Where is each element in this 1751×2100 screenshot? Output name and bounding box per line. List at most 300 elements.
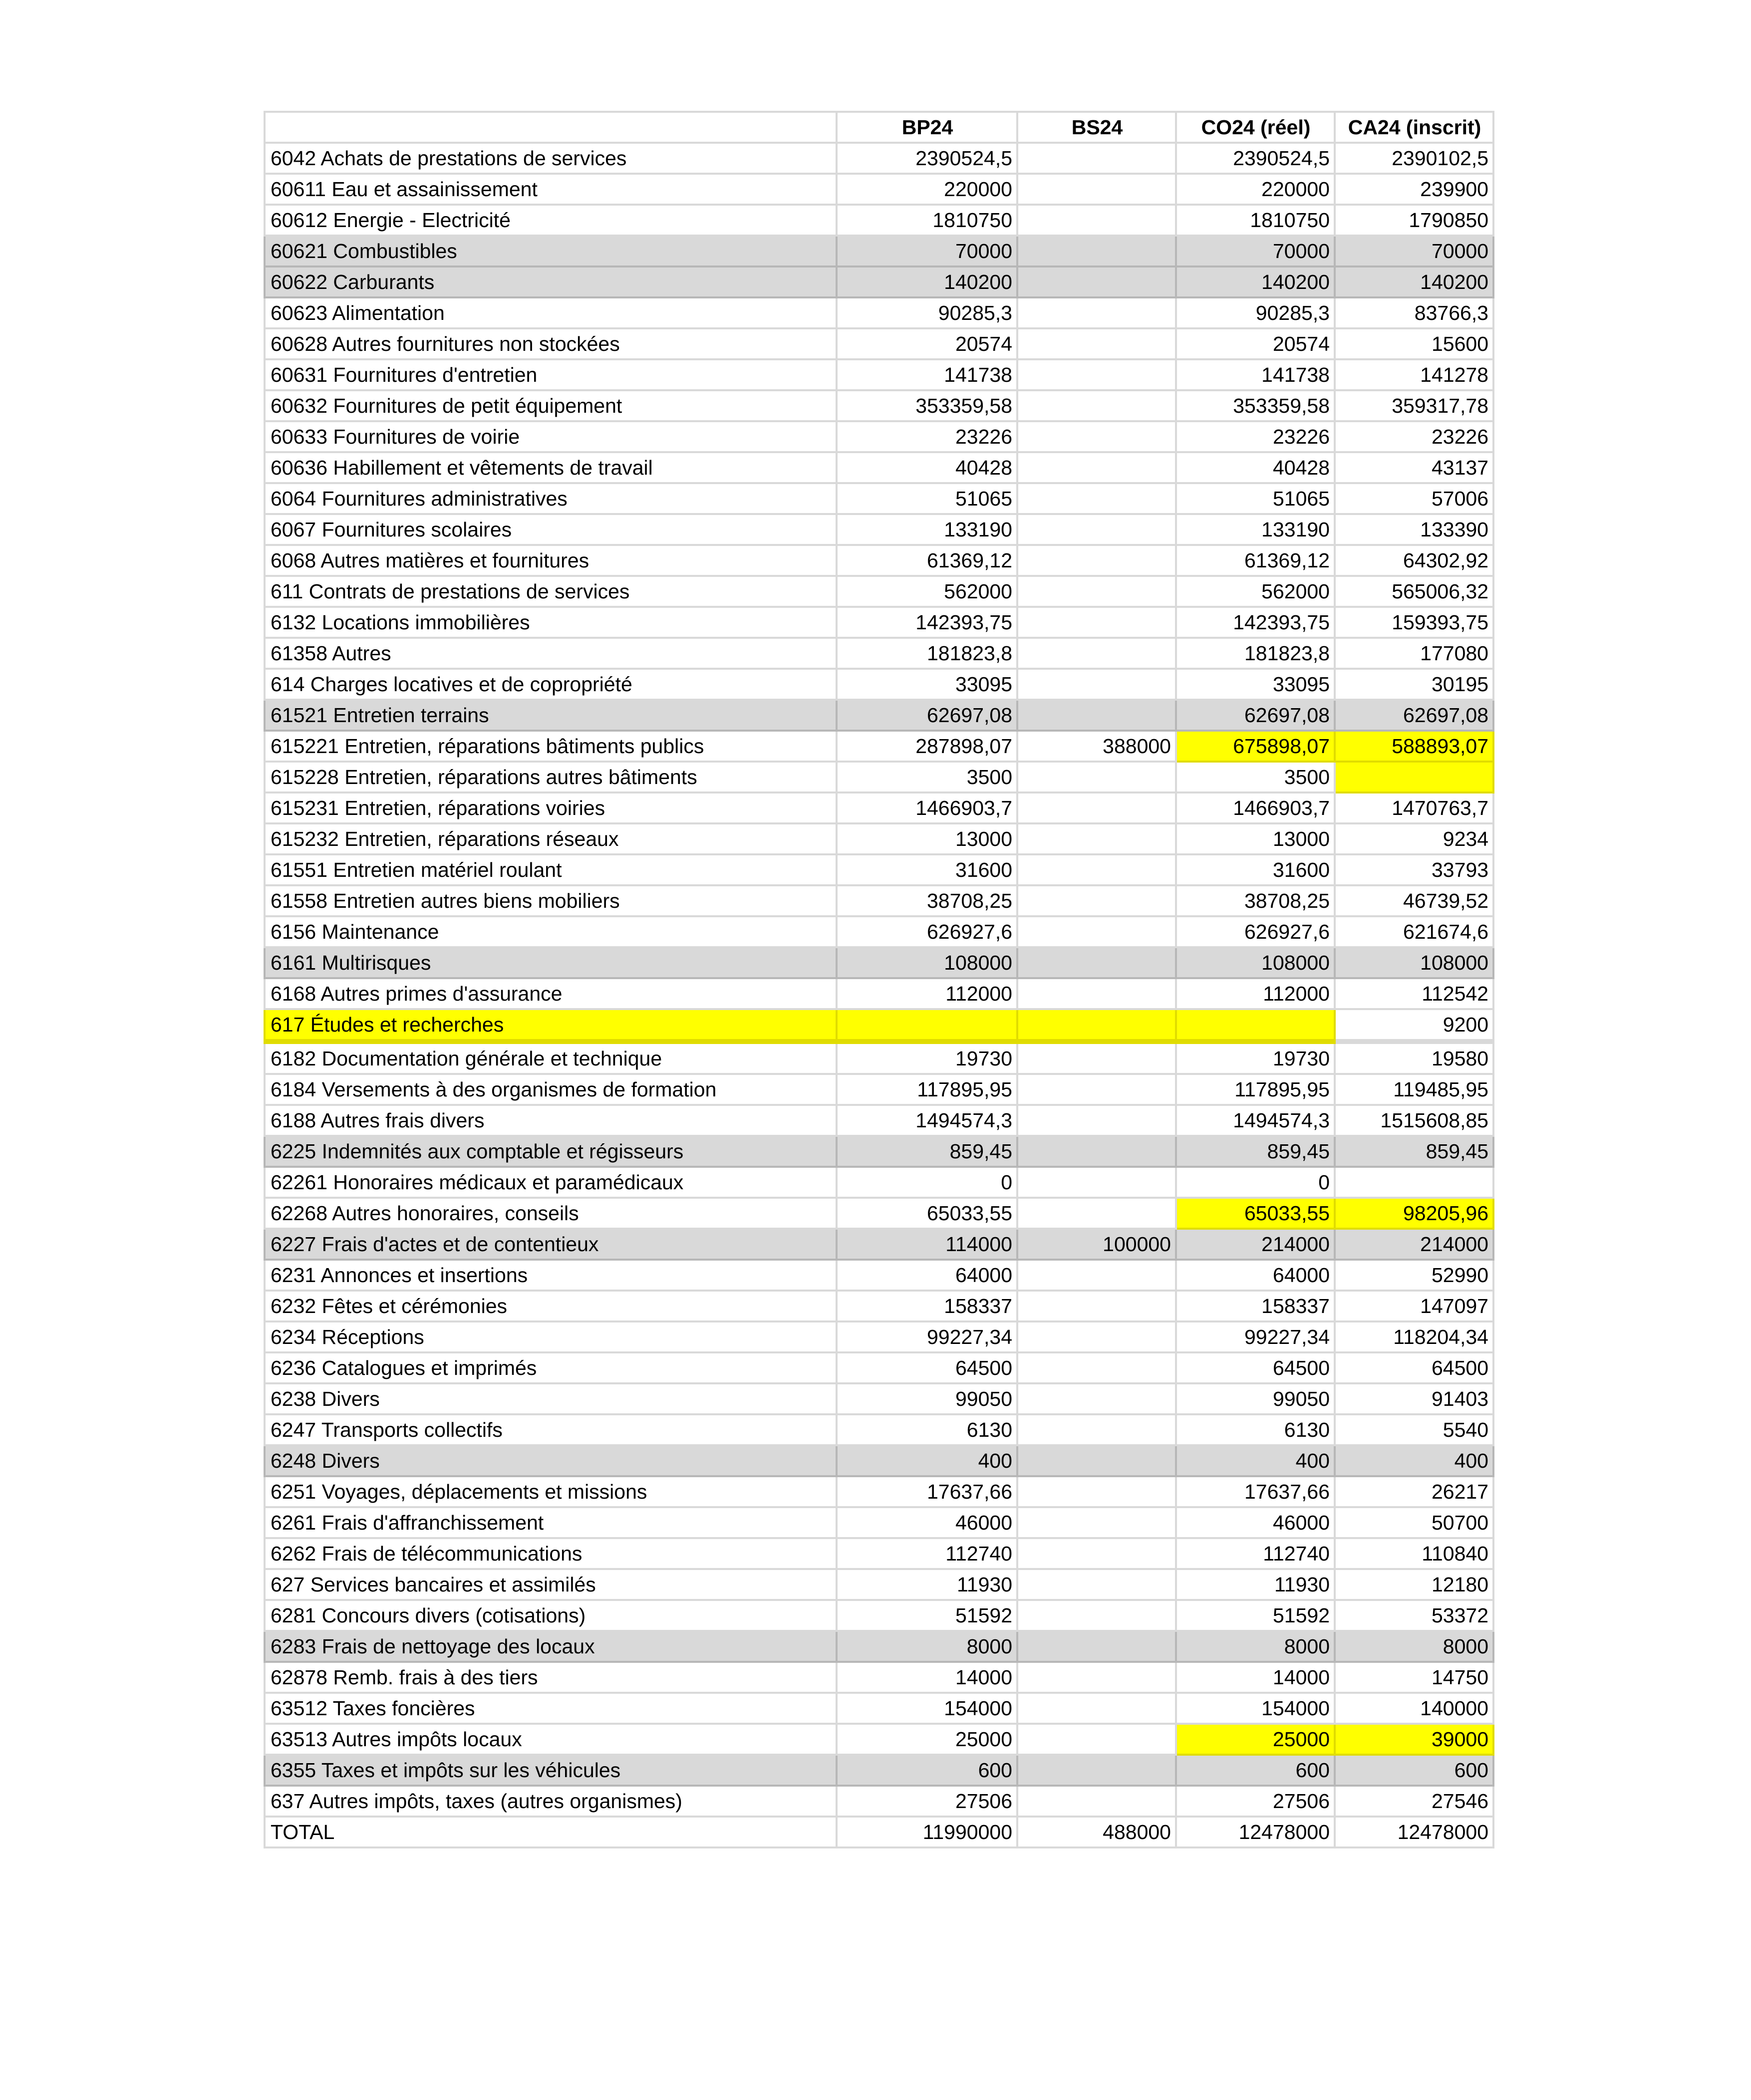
cell-bs24 <box>1017 1009 1176 1042</box>
cell-ca24: 140200 <box>1335 266 1493 297</box>
cell-bp24: 27506 <box>837 1786 1017 1817</box>
table-row <box>265 143 1493 174</box>
cell-co24: 1466903,7 <box>1176 792 1335 823</box>
cell-bs24 <box>1017 1724 1176 1755</box>
cell-bs24 <box>1017 328 1176 359</box>
cell-ca24: 27546 <box>1335 1786 1493 1817</box>
cell-bp24: 353359,58 <box>837 390 1017 421</box>
row-label-cell: 615221 Entretien, réparations bâtiments publics <box>265 731 837 762</box>
cell-co24: 61369,12 <box>1176 545 1335 576</box>
cell-co24: 158337 <box>1176 1291 1335 1321</box>
row-label-cell: 6156 Maintenance <box>265 916 837 947</box>
table-row <box>265 731 1493 762</box>
row-label-cell: 61521 Entretien terrains <box>265 700 837 731</box>
table-row <box>265 1167 1493 1198</box>
table-row <box>265 452 1493 483</box>
row-label-cell: 60628 Autres fournitures non stockées <box>265 328 837 359</box>
row-label-cell: 6184 Versements à des organismes de formation <box>265 1074 837 1105</box>
cell-bp24: 1810750 <box>837 205 1017 236</box>
row-label-cell: 6227 Frais d'actes et de contentieux <box>265 1229 837 1260</box>
cell-co24: 70000 <box>1176 236 1335 266</box>
table-row <box>265 1260 1493 1291</box>
cell-co24: 6130 <box>1176 1414 1335 1445</box>
row-label-cell: TOTAL <box>265 1817 837 1847</box>
cell-co24: 214000 <box>1176 1229 1335 1260</box>
cell-ca24: 588893,07 <box>1335 731 1493 762</box>
cell-bs24 <box>1017 1352 1176 1383</box>
cell-bp24: 61369,12 <box>837 545 1017 576</box>
cell-ca24: 12180 <box>1335 1569 1493 1600</box>
cell-ca24 <box>1335 762 1493 792</box>
cell-co24: 117895,95 <box>1176 1074 1335 1105</box>
cell-ca24: 119485,95 <box>1335 1074 1493 1105</box>
table-row <box>265 1229 1493 1260</box>
row-label-cell: 614 Charges locatives et de copropriété <box>265 669 837 700</box>
table-row <box>265 236 1493 266</box>
cell-ca24: 133390 <box>1335 514 1493 545</box>
cell-ca24: 565006,32 <box>1335 576 1493 607</box>
cell-ca24: 1515608,85 <box>1335 1105 1493 1136</box>
row-label-cell: 617 Études et recherches <box>265 1009 837 1042</box>
cell-bs24 <box>1017 792 1176 823</box>
table-row <box>265 297 1493 328</box>
cell-ca24: 118204,34 <box>1335 1321 1493 1352</box>
cell-bp24: 2390524,5 <box>837 143 1017 174</box>
cell-bs24 <box>1017 638 1176 669</box>
row-label-cell: 6261 Frais d'affranchissement <box>265 1507 837 1538</box>
cell-bs24 <box>1017 1321 1176 1352</box>
cell-co24: 600 <box>1176 1755 1335 1786</box>
cell-co24: 38708,25 <box>1176 885 1335 916</box>
table-row <box>265 638 1493 669</box>
cell-co24: 99227,34 <box>1176 1321 1335 1352</box>
cell-bs24 <box>1017 700 1176 731</box>
table-row <box>265 1291 1493 1321</box>
table-row <box>265 762 1493 792</box>
cell-co24: 51592 <box>1176 1600 1335 1631</box>
cell-bs24 <box>1017 1105 1176 1136</box>
cell-co24: 220000 <box>1176 174 1335 205</box>
cell-bp24: 90285,3 <box>837 297 1017 328</box>
row-label-cell: 6231 Annonces et insertions <box>265 1260 837 1291</box>
cell-bp24: 33095 <box>837 669 1017 700</box>
cell-co24: 33095 <box>1176 669 1335 700</box>
row-label-cell: 6281 Concours divers (cotisations) <box>265 1600 837 1631</box>
row-label-cell: 61358 Autres <box>265 638 837 669</box>
table-row <box>265 978 1493 1009</box>
cell-ca24: 64500 <box>1335 1352 1493 1383</box>
cell-co24 <box>1176 1009 1335 1042</box>
row-label-cell: 6262 Frais de télécommunications <box>265 1538 837 1569</box>
cell-co24: 400 <box>1176 1445 1335 1476</box>
table-row <box>265 174 1493 205</box>
row-label-cell: 60612 Energie - Electricité <box>265 205 837 236</box>
cell-co24: 859,45 <box>1176 1136 1335 1167</box>
table-row <box>265 1600 1493 1631</box>
table-row <box>265 205 1493 236</box>
cell-co24: 112740 <box>1176 1538 1335 1569</box>
table-row <box>265 854 1493 885</box>
cell-bs24 <box>1017 390 1176 421</box>
cell-co24: 0 <box>1176 1167 1335 1198</box>
total-row <box>265 1817 1493 1847</box>
cell-ca24: 50700 <box>1335 1507 1493 1538</box>
cell-bs24 <box>1017 916 1176 947</box>
cell-ca24: 19580 <box>1335 1042 1493 1074</box>
cell-bs24 <box>1017 1662 1176 1693</box>
cell-bp24: 0 <box>837 1167 1017 1198</box>
table-row <box>265 1755 1493 1786</box>
table-row <box>265 390 1493 421</box>
cell-ca24: 70000 <box>1335 236 1493 266</box>
cell-bp24: 140200 <box>837 266 1017 297</box>
cell-co24: 112000 <box>1176 978 1335 1009</box>
table-row <box>265 700 1493 731</box>
cell-co24: 626927,6 <box>1176 916 1335 947</box>
cell-co24: 353359,58 <box>1176 390 1335 421</box>
cell-co24: 27506 <box>1176 1786 1335 1817</box>
table-row <box>265 1383 1493 1414</box>
cell-bp24: 40428 <box>837 452 1017 483</box>
cell-co24: 133190 <box>1176 514 1335 545</box>
cell-bp24 <box>837 1009 1017 1042</box>
row-label-cell: 6182 Documentation générale et technique <box>265 1042 837 1074</box>
row-label-cell: 60636 Habillement et vêtements de travail <box>265 452 837 483</box>
table-row <box>265 1507 1493 1538</box>
table-row <box>265 1136 1493 1167</box>
cell-bs24 <box>1017 205 1176 236</box>
cell-bs24 <box>1017 1538 1176 1569</box>
cell-bp24: 51592 <box>837 1600 1017 1631</box>
cell-bp24: 99050 <box>837 1383 1017 1414</box>
cell-bs24 <box>1017 421 1176 452</box>
cell-co24: 181823,8 <box>1176 638 1335 669</box>
cell-co24: 19730 <box>1176 1042 1335 1074</box>
cell-ca24: 239900 <box>1335 174 1493 205</box>
cell-bs24 <box>1017 885 1176 916</box>
cell-bp24: 562000 <box>837 576 1017 607</box>
cell-bp24: 859,45 <box>837 1136 1017 1167</box>
cell-bp24: 141738 <box>837 359 1017 390</box>
row-label-cell: 6067 Fournitures scolaires <box>265 514 837 545</box>
cell-bs24 <box>1017 1042 1176 1074</box>
cell-bs24 <box>1017 483 1176 514</box>
table-row <box>265 1321 1493 1352</box>
table-row <box>265 947 1493 978</box>
cell-ca24: 621674,6 <box>1335 916 1493 947</box>
row-label-cell: 62268 Autres honoraires, conseils <box>265 1198 837 1229</box>
cell-ca24: 859,45 <box>1335 1136 1493 1167</box>
table-row <box>265 1042 1493 1074</box>
row-label-cell: 611 Contrats de prestations de services <box>265 576 837 607</box>
budget-table-sheet <box>264 111 1492 1848</box>
table-row <box>265 885 1493 916</box>
cell-bs24 <box>1017 576 1176 607</box>
table-row <box>265 823 1493 854</box>
cell-co24: 64000 <box>1176 1260 1335 1291</box>
cell-ca24: 147097 <box>1335 1291 1493 1321</box>
table-row <box>265 545 1493 576</box>
cell-co24: 3500 <box>1176 762 1335 792</box>
row-label-cell: 615232 Entretien, réparations réseaux <box>265 823 837 854</box>
cell-co24: 17637,66 <box>1176 1476 1335 1507</box>
cell-ca24: 26217 <box>1335 1476 1493 1507</box>
row-label-cell: 60621 Combustibles <box>265 236 837 266</box>
row-label-cell: 637 Autres impôts, taxes (autres organismes) <box>265 1786 837 1817</box>
cell-ca24: 98205,96 <box>1335 1198 1493 1229</box>
header-row <box>265 112 1493 143</box>
cell-co24: 20574 <box>1176 328 1335 359</box>
cell-bp24: 70000 <box>837 236 1017 266</box>
table-row <box>265 669 1493 700</box>
row-label-cell: 6188 Autres frais divers <box>265 1105 837 1136</box>
cell-ca24: 52990 <box>1335 1260 1493 1291</box>
cell-ca24: 62697,08 <box>1335 700 1493 731</box>
row-label-cell: 627 Services bancaires et assimilés <box>265 1569 837 1600</box>
row-label-cell: 6283 Frais de nettoyage des locaux <box>265 1631 837 1662</box>
cell-co24: 142393,75 <box>1176 607 1335 638</box>
row-label-cell: 6248 Divers <box>265 1445 837 1476</box>
cell-ca24: 57006 <box>1335 483 1493 514</box>
cell-bp24: 64000 <box>837 1260 1017 1291</box>
header-co24: CO24 (réel) <box>1176 112 1335 143</box>
table-row <box>265 607 1493 638</box>
cell-co24: 65033,55 <box>1176 1198 1335 1229</box>
cell-bs24 <box>1017 1600 1176 1631</box>
cell-co24: 140200 <box>1176 266 1335 297</box>
row-label-cell: 6238 Divers <box>265 1383 837 1414</box>
cell-bp24: 220000 <box>837 174 1017 205</box>
header-bp24: BP24 <box>837 112 1017 143</box>
cell-bs24 <box>1017 236 1176 266</box>
cell-co24: 46000 <box>1176 1507 1335 1538</box>
cell-co24: 90285,3 <box>1176 297 1335 328</box>
table-row <box>265 1693 1493 1724</box>
cell-bp24: 154000 <box>837 1693 1017 1724</box>
cell-co24: 108000 <box>1176 947 1335 978</box>
cell-bs24 <box>1017 1291 1176 1321</box>
cell-co24: 51065 <box>1176 483 1335 514</box>
cell-bp24: 17637,66 <box>837 1476 1017 1507</box>
cell-co24: 2390524,5 <box>1176 143 1335 174</box>
table-row <box>265 1569 1493 1600</box>
cell-bs24 <box>1017 1507 1176 1538</box>
row-label-cell: 6132 Locations immobilières <box>265 607 837 638</box>
cell-co24: 62697,08 <box>1176 700 1335 731</box>
table-row <box>265 1662 1493 1693</box>
cell-bs24 <box>1017 1167 1176 1198</box>
cell-ca24: 23226 <box>1335 421 1493 452</box>
header-ca24: CA24 (inscrit) <box>1335 112 1493 143</box>
table-row <box>265 1724 1493 1755</box>
cell-bs24 <box>1017 1786 1176 1817</box>
cell-bp24: 8000 <box>837 1631 1017 1662</box>
cell-bs24 <box>1017 1631 1176 1662</box>
cell-bs24 <box>1017 1569 1176 1600</box>
table-row <box>265 1352 1493 1383</box>
table-row <box>265 514 1493 545</box>
row-label-cell: 615228 Entretien, réparations autres bâtiments <box>265 762 837 792</box>
row-label-cell: 62878 Remb. frais à des tiers <box>265 1662 837 1693</box>
row-label-cell: 60631 Fournitures d'entretien <box>265 359 837 390</box>
row-label-cell: 6068 Autres matières et fournitures <box>265 545 837 576</box>
cell-co24: 675898,07 <box>1176 731 1335 762</box>
row-label-cell: 6234 Réceptions <box>265 1321 837 1352</box>
row-label-cell: 61551 Entretien matériel roulant <box>265 854 837 885</box>
cell-co24: 31600 <box>1176 854 1335 885</box>
cell-co24: 11930 <box>1176 1569 1335 1600</box>
cell-ca24: 110840 <box>1335 1538 1493 1569</box>
header-label <box>265 112 837 143</box>
row-label-cell: 60611 Eau et assainissement <box>265 174 837 205</box>
cell-co24: 14000 <box>1176 1662 1335 1693</box>
table-row <box>265 266 1493 297</box>
row-label-cell: 6251 Voyages, déplacements et missions <box>265 1476 837 1507</box>
row-label-cell: 6355 Taxes et impôts sur les véhicules <box>265 1755 837 1786</box>
cell-bs24 <box>1017 266 1176 297</box>
cell-ca24: 1790850 <box>1335 205 1493 236</box>
cell-bs24 <box>1017 978 1176 1009</box>
cell-ca24: 177080 <box>1335 638 1493 669</box>
cell-bs24: 388000 <box>1017 731 1176 762</box>
cell-co24: 40428 <box>1176 452 1335 483</box>
cell-bs24 <box>1017 297 1176 328</box>
cell-ca24: 39000 <box>1335 1724 1493 1755</box>
cell-bs24 <box>1017 452 1176 483</box>
cell-ca24: 108000 <box>1335 947 1493 978</box>
cell-ca24: 9200 <box>1335 1009 1493 1042</box>
row-label-cell: 6247 Transports collectifs <box>265 1414 837 1445</box>
row-label-cell: 60633 Fournitures de voirie <box>265 421 837 452</box>
cell-bs24 <box>1017 514 1176 545</box>
row-label-cell: 615231 Entretien, réparations voiries <box>265 792 837 823</box>
cell-ca24: 400 <box>1335 1445 1493 1476</box>
cell-bs24 <box>1017 854 1176 885</box>
cell-ca24: 83766,3 <box>1335 297 1493 328</box>
cell-bs24 <box>1017 1260 1176 1291</box>
cell-ca24: 9234 <box>1335 823 1493 854</box>
cell-bs24 <box>1017 1136 1176 1167</box>
cell-bs24 <box>1017 1198 1176 1229</box>
cell-bs24 <box>1017 545 1176 576</box>
cell-ca24: 359317,78 <box>1335 390 1493 421</box>
cell-bs24 <box>1017 1476 1176 1507</box>
cell-bs24 <box>1017 174 1176 205</box>
row-label-cell: 6236 Catalogues et imprimés <box>265 1352 837 1383</box>
cell-ca24: 14750 <box>1335 1662 1493 1693</box>
cell-bp24: 6130 <box>837 1414 1017 1445</box>
cell-ca24: 33793 <box>1335 854 1493 885</box>
table-row <box>265 1414 1493 1445</box>
cell-co24: 23226 <box>1176 421 1335 452</box>
row-label-cell: 6064 Fournitures administratives <box>265 483 837 514</box>
cell-bp24: 13000 <box>837 823 1017 854</box>
cell-bs24 <box>1017 947 1176 978</box>
cell-co24: 13000 <box>1176 823 1335 854</box>
table-row <box>265 1476 1493 1507</box>
cell-bp24: 112740 <box>837 1538 1017 1569</box>
cell-bp24: 400 <box>837 1445 1017 1476</box>
cell-ca24: 600 <box>1335 1755 1493 1786</box>
cell-bp24: 158337 <box>837 1291 1017 1321</box>
cell-bs24 <box>1017 1755 1176 1786</box>
cell-ca24: 64302,92 <box>1335 545 1493 576</box>
table-row <box>265 328 1493 359</box>
cell-ca24: 53372 <box>1335 1600 1493 1631</box>
cell-bp24: 181823,8 <box>837 638 1017 669</box>
cell-bp24: 38708,25 <box>837 885 1017 916</box>
cell-co24: 25000 <box>1176 1724 1335 1755</box>
cell-co24: 1810750 <box>1176 205 1335 236</box>
cell-bp24: 11990000 <box>837 1817 1017 1847</box>
cell-ca24: 5540 <box>1335 1414 1493 1445</box>
table-body <box>265 143 1493 1847</box>
row-label-cell: 60623 Alimentation <box>265 297 837 328</box>
cell-bp24: 64500 <box>837 1352 1017 1383</box>
row-label-cell: 63512 Taxes foncières <box>265 1693 837 1724</box>
table-row <box>265 421 1493 452</box>
cell-ca24: 91403 <box>1335 1383 1493 1414</box>
cell-co24: 99050 <box>1176 1383 1335 1414</box>
cell-bp24: 31600 <box>837 854 1017 885</box>
row-label-cell: 6232 Fêtes et cérémonies <box>265 1291 837 1321</box>
cell-bs24 <box>1017 1074 1176 1105</box>
cell-co24: 12478000 <box>1176 1817 1335 1847</box>
cell-bp24: 11930 <box>837 1569 1017 1600</box>
cell-ca24: 214000 <box>1335 1229 1493 1260</box>
row-label-cell: 60632 Fournitures de petit équipement <box>265 390 837 421</box>
cell-ca24: 43137 <box>1335 452 1493 483</box>
cell-bp24: 600 <box>837 1755 1017 1786</box>
cell-co24: 8000 <box>1176 1631 1335 1662</box>
cell-co24: 1494574,3 <box>1176 1105 1335 1136</box>
cell-ca24: 46739,52 <box>1335 885 1493 916</box>
cell-co24: 64500 <box>1176 1352 1335 1383</box>
cell-ca24: 140000 <box>1335 1693 1493 1724</box>
cell-bp24: 62697,08 <box>837 700 1017 731</box>
cell-bs24 <box>1017 1414 1176 1445</box>
cell-bs24 <box>1017 669 1176 700</box>
row-label-cell: 6168 Autres primes d'assurance <box>265 978 837 1009</box>
cell-bp24: 112000 <box>837 978 1017 1009</box>
table-row <box>265 1105 1493 1136</box>
cell-ca24: 112542 <box>1335 978 1493 1009</box>
cell-bs24 <box>1017 1383 1176 1414</box>
cell-co24: 154000 <box>1176 1693 1335 1724</box>
cell-bs24 <box>1017 762 1176 792</box>
cell-bp24: 25000 <box>837 1724 1017 1755</box>
cell-bp24: 1494574,3 <box>837 1105 1017 1136</box>
row-label-cell: 6042 Achats de prestations de services <box>265 143 837 174</box>
table-row <box>265 1009 1493 1042</box>
cell-bp24: 20574 <box>837 328 1017 359</box>
cell-co24: 141738 <box>1176 359 1335 390</box>
cell-ca24: 159393,75 <box>1335 607 1493 638</box>
cell-bs24: 488000 <box>1017 1817 1176 1847</box>
cell-bp24: 626927,6 <box>837 916 1017 947</box>
cell-bs24 <box>1017 607 1176 638</box>
table-row <box>265 792 1493 823</box>
table-row <box>265 359 1493 390</box>
header-bs24: BS24 <box>1017 112 1176 143</box>
cell-bp24: 1466903,7 <box>837 792 1017 823</box>
cell-ca24: 15600 <box>1335 328 1493 359</box>
cell-ca24: 2390102,5 <box>1335 143 1493 174</box>
row-label-cell: 6225 Indemnités aux comptable et régisseurs <box>265 1136 837 1167</box>
cell-bs24 <box>1017 143 1176 174</box>
cell-bp24: 23226 <box>837 421 1017 452</box>
cell-ca24: 141278 <box>1335 359 1493 390</box>
